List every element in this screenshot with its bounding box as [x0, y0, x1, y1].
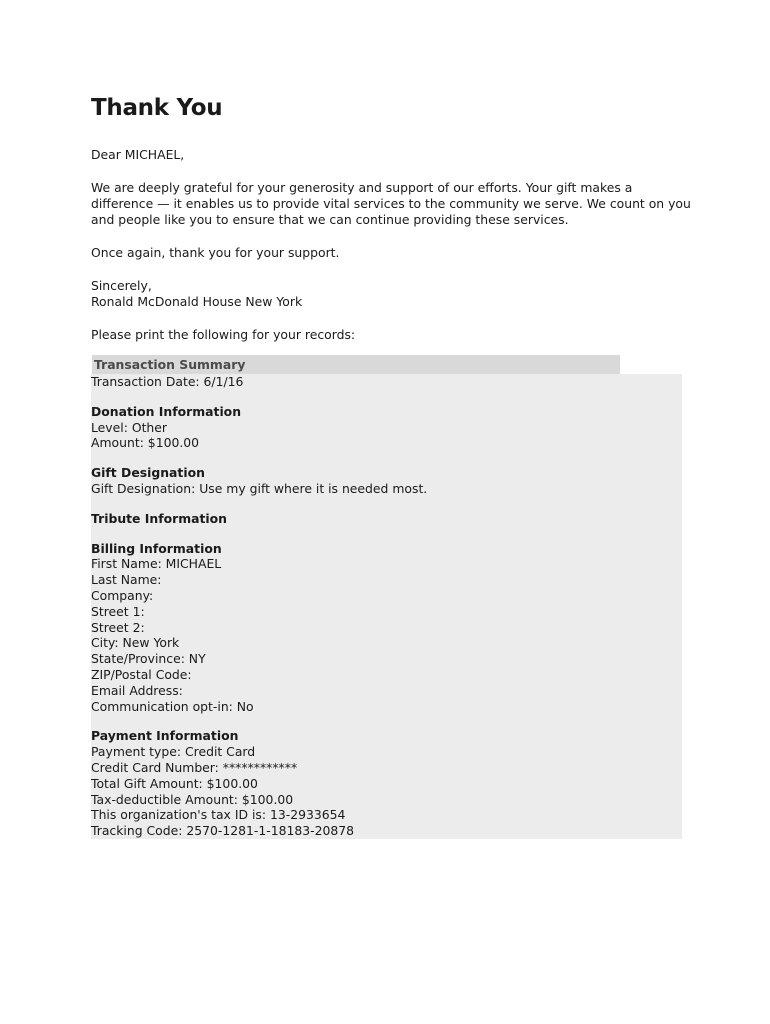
billing-row: Email Address:	[91, 682, 183, 698]
billing-title: Billing Information	[91, 540, 222, 556]
summary-heading: Transaction Summary	[92, 355, 620, 374]
billing-section	[91, 541, 682, 729]
billing-row: First Name: MICHAEL	[91, 556, 222, 572]
donation-section	[91, 404, 682, 465]
billing-row: Street 2:	[91, 619, 145, 635]
payment-row: This organization's tax ID is: 13-2933654	[91, 807, 346, 823]
donation-title: Donation Information	[91, 403, 242, 419]
billing-row: Communication opt-in: No	[91, 698, 254, 714]
payment-row: Tax-deductible Amount: $100.00	[91, 791, 294, 807]
sign-off	[91, 278, 691, 310]
gift-row: Gift Designation: Use my gift where it is needed most.	[91, 480, 428, 496]
transaction-date-section	[91, 374, 682, 404]
transaction-date: Transaction Date: 6/1/16	[91, 374, 244, 389]
payment-row: Credit Card Number: ************	[91, 759, 298, 775]
print-note: Please print the following for your records:	[91, 327, 356, 342]
signature: Ronald McDonald House New York	[91, 294, 303, 309]
payment-title: Payment Information	[91, 728, 239, 744]
billing-row: State/Province: NY	[91, 651, 206, 667]
billing-row: ZIP/Postal Code:	[91, 666, 192, 682]
transaction-summary	[91, 374, 682, 839]
billing-row: Last Name:	[91, 572, 162, 588]
tribute-section	[91, 511, 682, 541]
billing-row: Street 1:	[91, 603, 145, 619]
gift-section	[91, 465, 682, 511]
letter-body: We are deeply grateful for your generosity and support of our efforts. Your gift makes a difference — it enables us to provide vital services to the community we serve. We count on you and people like you to ensure that we can continue providing these services.	[91, 180, 691, 227]
payment-row: Payment type: Credit Card	[91, 744, 256, 760]
thanks-line: Once again, thank you for your support.	[91, 245, 340, 260]
tribute-title: Tribute Information	[91, 510, 227, 526]
payment-section	[91, 728, 682, 839]
closing: Sincerely,	[91, 278, 152, 293]
donation-row: Amount: $100.00	[91, 435, 200, 451]
payment-row: Tracking Code: 2570-1281-1-18183-20878	[91, 823, 355, 839]
page-title: Thank You	[91, 95, 223, 121]
billing-row: City: New York	[91, 635, 180, 651]
billing-row: Company:	[91, 587, 154, 603]
greeting: Dear MICHAEL,	[91, 147, 185, 162]
donation-row: Level: Other	[91, 419, 168, 435]
thank-you-letter	[91, 92, 691, 839]
gift-title: Gift Designation	[91, 465, 205, 481]
payment-row: Total Gift Amount: $100.00	[91, 775, 258, 791]
